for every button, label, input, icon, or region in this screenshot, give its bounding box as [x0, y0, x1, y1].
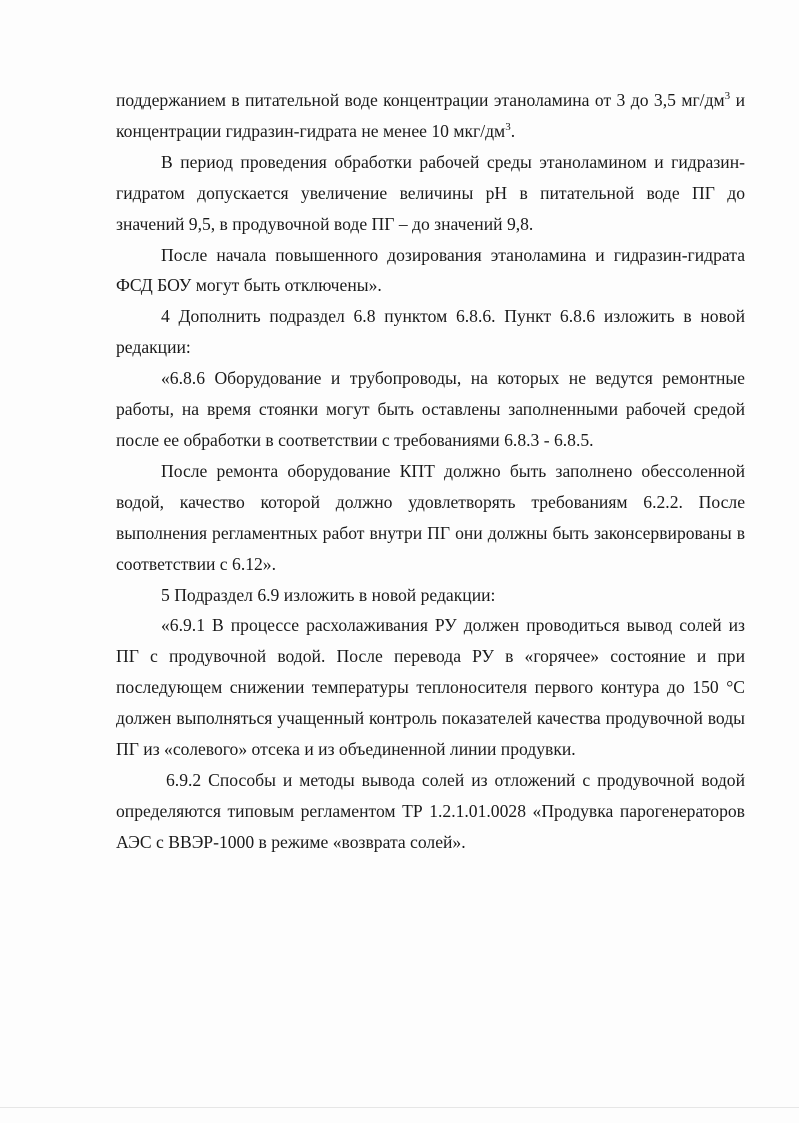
document-body [116, 85, 745, 858]
paragraph [116, 301, 745, 363]
text-run: После ремонта оборудование КПТ должно быть заполнено обессоленной водой, качество которой должно удовлетворять требованиям 6.2.2. После выполнения регламентных работ внутри ПГ они должны быть законсервированы в соответствии с 6.12». [116, 460, 745, 574]
superscript: 3 [724, 90, 731, 102]
paragraph [116, 240, 745, 302]
page-edge-line [0, 1107, 799, 1108]
paragraph [116, 580, 745, 611]
paragraph [116, 765, 745, 858]
text-run: После начала повышенного дозирования этаноламина и гидразин-гидрата ФСД БОУ могут быть отключены». [116, 244, 745, 296]
paragraph [116, 363, 745, 456]
text-run: «6.9.1 В процессе расхолаживания РУ должен проводиться вывод солей из ПГ с продувочной водой. После перевода РУ в «горячее» состояние и при последующем снижении температуры теплоносителя первого контура до 150 °С должен выполняться учащенный контроль показателей качества продувочной воды ПГ из «солевого» отсека и из объединенной линии продувки. [116, 615, 745, 760]
paragraph [116, 456, 745, 580]
text-run: 4 Дополнить подраздел 6.8 пунктом 6.8.6. Пункт 6.8.6 изложить в новой редакции: [116, 306, 745, 358]
text-run: . [510, 120, 516, 141]
paragraph [116, 610, 745, 765]
superscript: 3 [505, 120, 511, 133]
text-run: поддержанием в питательной воде концентрации этаноламина от 3 до 3,5 мг/дм [116, 90, 725, 110]
paragraph [116, 85, 745, 147]
text-run: 6.9.2 Способы и методы вывода солей из отложений с продувочной водой определяются типовым регламентом ТР 1.2.1.01.0028 «Продувка парогенераторов АЭС с ВВЭР-1000 в режиме «возврата солей». [116, 769, 745, 852]
text-run: и концентрации гидразин-гидрата не менее 10 мкг/дм [116, 90, 745, 141]
text-run: «6.8.6 Оборудование и трубопроводы, на которых не ведутся ремонтные работы, на время стоянки могут быть оставлены заполненными рабочей средой после ее обработки в соответствии с требованиями 6.8.3 - 6.8.5. [116, 368, 745, 450]
text-run: 5 Подраздел 6.9 изложить в новой редакции: [161, 584, 496, 605]
paragraph [116, 147, 745, 240]
text-run: В период проведения обработки рабочей среды этаноламином и гидразин-гидратом допускается увеличение величины pH в питательной воде ПГ до значений 9,5, в продувочной воде ПГ – до значений 9,8. [116, 151, 745, 234]
